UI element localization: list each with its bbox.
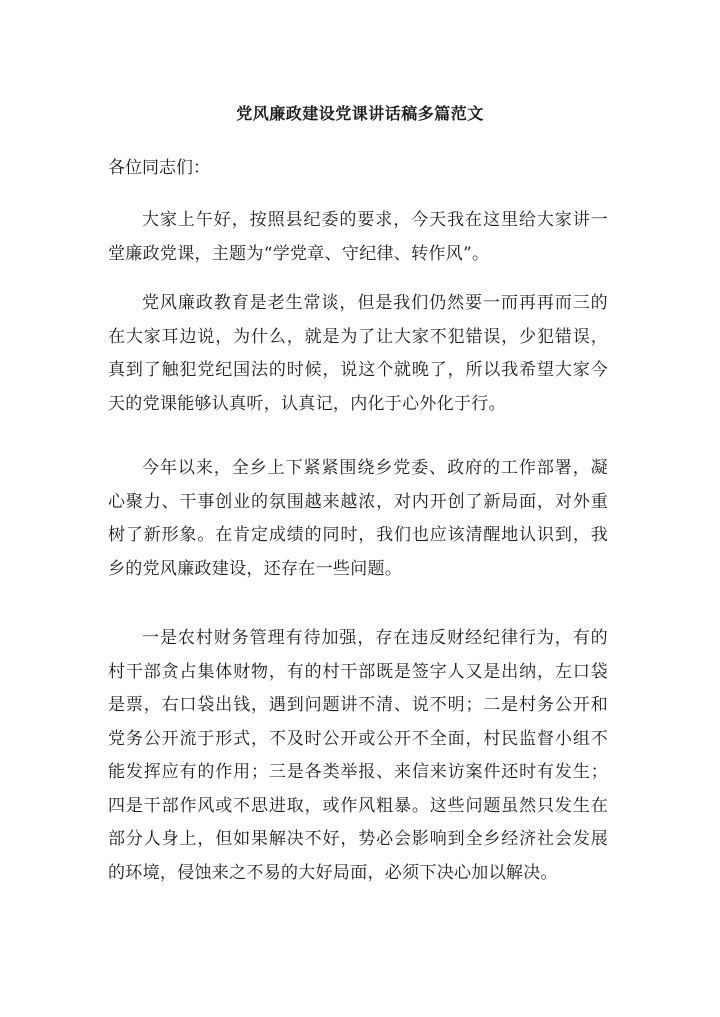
document-title: 党风廉政建设党课讲话稿多篇范文 bbox=[236, 104, 484, 123]
paragraph-education: 党风廉政教育是老生常谈，但是我们仍然要一而再再而三的在大家耳边说，为什么，就是为了让大家不犯错误，少犯错误，真到了触犯党纪国法的时候，说这个就晚了，所以我希望大家今天的党课能够认真听，认真记，内化于心外化于行。 bbox=[108, 293, 608, 414]
paragraph-problems: 一是农村财务管理有待加强，存在违反财经纪律行为，有的村干部贪占集体财物，有的村干部既是签字人又是出纳，左口袋是票，右口袋出钱，遇到问题讲不清、说不明；二是村务公开和党务公开流于形式，不及时公开或公开不全面，村民监督小组不能发挥应有的作用；三是各类举报、来信来访案件还时有发生；四是干部作风或不思进取，或作风粗暴。这些问题虽然只发生在部分人身上，但如果解决不好，势必会影响到全乡经济社会发展的环境，侵蚀来之不易的大好局面，必须下决心加以解决。 bbox=[108, 628, 608, 883]
paragraph-achievements: 今年以来，全乡上下紧紧围绕乡党委、政府的工作部署，凝心聚力、干事创业的氛围越来越浓，对内开创了新局面，对外重树了新形象。在肯定成绩的同时，我们也应该清醒地认识到，我乡的党风廉政建设，还存在一些问题。 bbox=[108, 458, 608, 579]
greeting: 各位同志们： bbox=[108, 158, 210, 178]
paragraph-intro: 大家上午好，按照县纪委的要求，今天我在这里给大家讲一堂廉政党课，主题为“学党章、守纪律、转作风”。 bbox=[108, 210, 608, 264]
